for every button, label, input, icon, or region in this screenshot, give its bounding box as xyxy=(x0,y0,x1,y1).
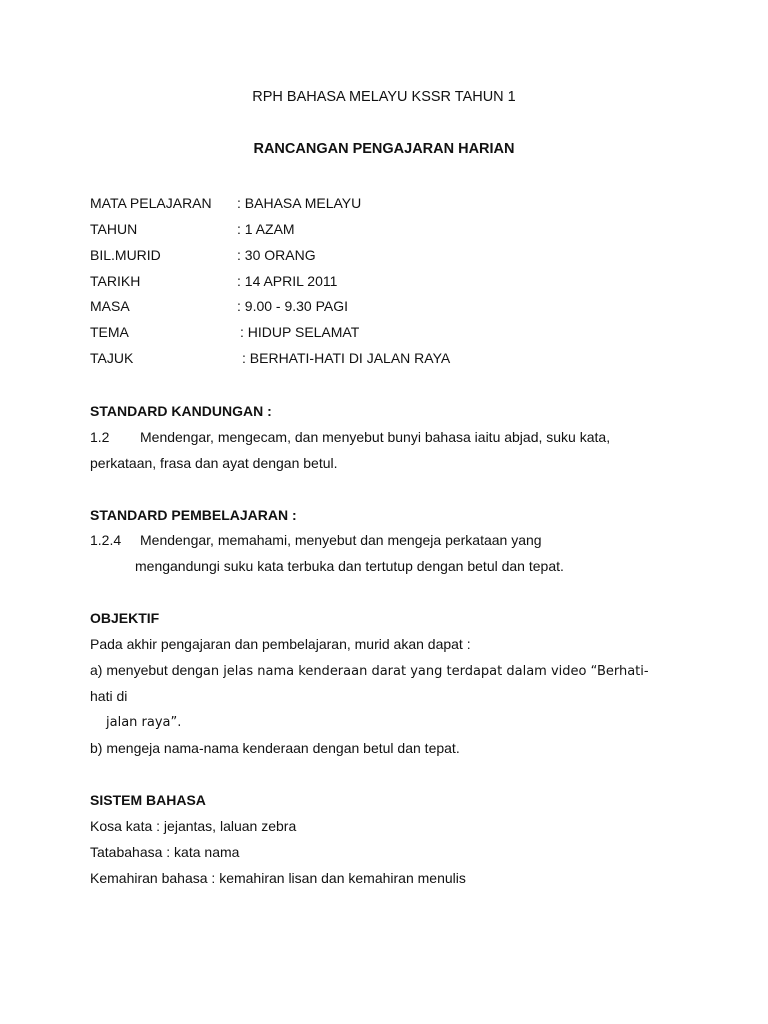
sistem-bahasa-kosa-kata: Kosa kata : jejantas, laluan zebra xyxy=(90,818,297,834)
info-row-tahun xyxy=(90,221,295,237)
sistem-bahasa-kemahiran: Kemahiran bahasa : kemahiran lisan dan kemahiran menulis xyxy=(90,870,466,886)
info-row-masa xyxy=(90,298,349,314)
info-row-bil xyxy=(90,247,316,263)
objektif-a-text: a) menyebut deng xyxy=(90,662,203,678)
info-label: TAJUK xyxy=(90,350,134,366)
objektif-item-a-line-3: jalan raya”. xyxy=(106,715,182,730)
plan-heading: RANCANGAN PENGAJARAN HARIAN xyxy=(253,141,515,157)
info-value: : HIDUP SELAMAT xyxy=(240,324,360,340)
info-value: : 14 APRIL 2011 xyxy=(237,273,338,289)
info-label: TAHUN xyxy=(90,221,138,237)
info-value: : BERHATI-HATI DI JALAN RAYA xyxy=(242,350,451,366)
objektif-a-text-cont: an jelas nama kenderaan darat yang terdapat dalam video “Berhati- xyxy=(202,664,649,679)
objektif-item-a-line-2: hati di xyxy=(90,688,128,704)
info-value: : 30 ORANG xyxy=(237,247,316,263)
info-label: MATA PELAJARAN xyxy=(90,195,212,211)
info-value: : BAHASA MELAYU xyxy=(237,195,362,211)
info-row-mata xyxy=(90,195,362,211)
sistem-bahasa-tatabahasa: Tatabahasa : kata nama xyxy=(90,844,240,860)
info-value: : 1 AZAM xyxy=(237,221,295,237)
objektif-heading: OBJEKTIF xyxy=(90,610,160,626)
info-label: BIL.MURID xyxy=(90,247,161,263)
info-label: TARIKH xyxy=(90,273,141,289)
standard-pembelajaran-line-2: mengandungi suku kata terbuka dan tertutup dengan betul dan tepat. xyxy=(135,558,564,574)
info-row-tarikh xyxy=(90,273,338,289)
standard-pembelajaran-line-1 xyxy=(90,532,542,548)
info-value: : 9.00 - 9.30 PAGI xyxy=(237,298,349,314)
standard-pembelajaran-heading: STANDARD PEMBELAJARAN : xyxy=(90,507,297,523)
standard-text: Mendengar, memahami, menyebut dan mengeja perkataan yang xyxy=(140,532,542,548)
objektif-intro: Pada akhir pengajaran dan pembelajaran, murid akan dapat : xyxy=(90,636,471,652)
document-title: RPH BAHASA MELAYU KSSR TAHUN 1 xyxy=(252,89,516,105)
standard-number: 1.2 xyxy=(90,429,110,445)
objektif-item-b: b) mengeja nama-nama kenderaan dengan betul dan tepat. xyxy=(90,740,460,756)
info-label: TEMA xyxy=(90,324,129,340)
objektif-item-a xyxy=(90,662,649,679)
standard-kandungan-heading: STANDARD KANDUNGAN : xyxy=(90,403,272,419)
standard-number: 1.2.4 xyxy=(90,532,122,548)
info-row-tema xyxy=(90,324,360,340)
info-label: MASA xyxy=(90,298,130,314)
standard-kandungan-line-2: perkataan, frasa dan ayat dengan betul. xyxy=(90,455,338,471)
standard-text: Mendengar, mengecam, dan menyebut bunyi bahasa iaitu abjad, suku kata, xyxy=(140,429,611,445)
info-row-tajuk xyxy=(90,350,451,366)
standard-kandungan-line-1 xyxy=(90,429,610,445)
sistem-bahasa-heading: SISTEM BAHASA xyxy=(90,792,206,808)
